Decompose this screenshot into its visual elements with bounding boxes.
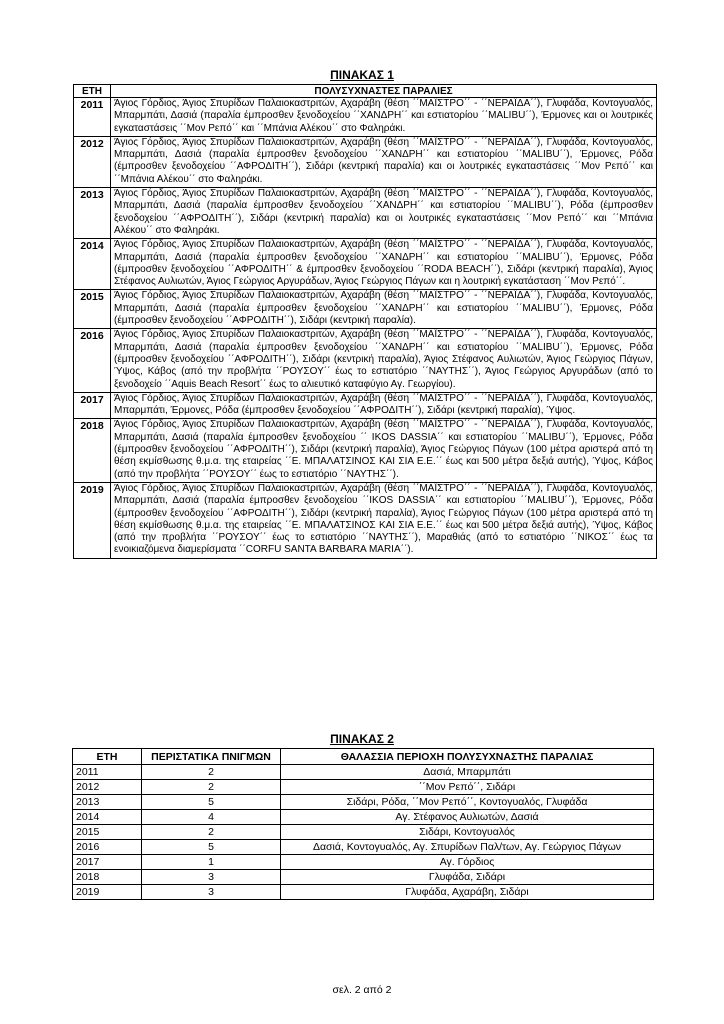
table-row	[73, 795, 654, 810]
area-cell: Αγ. Γόρδιος	[281, 855, 654, 870]
year-cell: 2015	[73, 825, 142, 840]
table-row	[74, 419, 657, 482]
table1-title: ΠΙΝΑΚΑΣ 1	[330, 68, 394, 82]
table-row	[74, 329, 657, 392]
table2-header-area: ΘΑΛΑΣΣΙΑ ΠΕΡΙΟΧΗ ΠΟΛΥΣΥΧΝΑΣΤΗΣ ΠΑΡΑΛΙΑΣ	[281, 749, 654, 765]
year-cell: 2016	[73, 840, 142, 855]
beaches-cell: Άγιος Γόρδιος, Άγιος Σπυρίδων Παλαιοκαστριτών, Αχαράβη (θέση ΄΄ΜΑΪΣΤΡΟ΄΄ - ΄΄ΝΕΡΑΪΔΑ΄΄), Γλυφάδα, Κοντογυαλός, Μπαρμπάτι, Δασιά (παραλία έμπροσθεν ξενοδοχείου ΄΄ IKOS DASSIA΄΄ και εστιατορίου ΄΄MALIBU΄΄), Έρμονες, Ρόδα (έμπροσθεν ξενοδοχείου ΄΄ΑΦΡΟΔΙΤΗ΄΄), Σιδάρι (κεντρική παραλία), Άγιος Γεώργιος Πάγων (100 μέτρα αριστερά από τη θέση εκμίσθωσης θ.μ.α. της εταιρείας ΄΄Ε. ΜΠΑΛΑΤΣΙΝΟΣ ΚΑΙ ΣΙΑ Ε.Ε.΄΄ έως και 500 μέτρα δεξιά αυτής), Ύψος, Κάβος (από την προβλήτα ΄΄ΡΟΥΣΟΥ΄΄ έως το εστιατόριο ΄΄ΝΑΥΤΗΣ΄΄).	[111, 419, 657, 482]
year-cell: 2011	[73, 765, 142, 780]
incidents-cell: 3	[142, 885, 281, 900]
incidents-cell: 1	[142, 855, 281, 870]
table-row	[73, 885, 654, 900]
table2-title: ΠΙΝΑΚΑΣ 2	[330, 732, 394, 746]
year-cell: 2012	[73, 780, 142, 795]
area-cell: Γλυφάδα, Αχαράβη, Σιδάρι	[281, 885, 654, 900]
year-cell: 2011	[74, 98, 111, 137]
table-row	[73, 855, 654, 870]
area-cell: Δασιά, Κοντογυαλός, Αγ. Σπυρίδων Παλ/των, Αγ. Γεώργιος Πάγων	[281, 840, 654, 855]
beaches-cell: Άγιος Γόρδιος, Άγιος Σπυρίδων Παλαιοκαστριτών, Αχαράβη (θέση ΄΄ΜΑΪΣΤΡΟ΄΄ - ΄΄ΝΕΡΑΪΔΑ΄΄), Γλυφάδα, Κοντογυαλός, Μπαρμπάτι, Δασιά (παραλία έμπροσθεν ξενοδοχείου ΄΄ΧΑΝΔΡΗ΄΄ και εστιατορίου ΄΄MALIBU΄΄), Έρμονες, Ρόδα (έμπροσθεν ξενοδοχείου ΄΄ΑΦΡΟΔΙΤΗ΄΄), Σιδάρι (κεντρική παραλία) και οι λουτρικές εγκαταστάσεις ΄΄Μον Ρεπό΄΄ και ΄΄Μπάνια Αλέκου΄΄ στο Φαληράκι.	[111, 136, 657, 187]
table1-header-beaches: ΠΟΛΥΣΥΧΝΑΣΤΕΣ ΠΑΡΑΛΙΕΣ	[111, 85, 657, 98]
incidents-cell: 4	[142, 810, 281, 825]
incidents-cell: 3	[142, 870, 281, 885]
table-row	[73, 840, 654, 855]
area-cell: Σιδάρι, Ρόδα, ΄΄Μον Ρεπό΄΄, Κοντογυαλός, Γλυφάδα	[281, 795, 654, 810]
table1-header-years: ΕΤΗ	[74, 85, 111, 98]
incidents-cell: 5	[142, 795, 281, 810]
year-cell: 2013	[73, 795, 142, 810]
year-cell: 2017	[73, 855, 142, 870]
table-row	[73, 810, 654, 825]
incidents-cell: 2	[142, 825, 281, 840]
year-cell: 2018	[74, 419, 111, 482]
frequented-beaches-table	[73, 84, 657, 559]
table-row	[74, 392, 657, 419]
incidents-cell: 5	[142, 840, 281, 855]
table-row	[73, 825, 654, 840]
table-row	[74, 136, 657, 187]
table-row	[74, 482, 657, 558]
table-row	[73, 870, 654, 885]
beaches-cell: Άγιος Γόρδιος, Άγιος Σπυρίδων Παλαιοκαστριτών, Αχαράβη (θέση ΄΄ΜΑΪΣΤΡΟ΄΄ - ΄΄ΝΕΡΑΪΔΑ΄΄), Γλυφάδα, Κοντογυαλός, Μπαρμπάτι, Δασιά (παραλία έμπροσθεν ξενοδοχείου ΄΄ΧΑΝΔΡΗ΄΄ και εστιατορίου ΄΄MALIBU΄΄), Έρμονες, Ρόδα (έμπροσθεν ξενοδοχείου ΄΄ΑΦΡΟΔΙΤΗ΄΄), Σιδάρι (κεντρική παραλία), Άγιος Στέφανος Αυλιωτών, Άγιος Γεώργιος Πάγων, Ύψος, Κάβος (από την προβλήτα ΄΄ΡΟΥΣΟΥ΄΄ έως το εστιατόριο ΄΄ΝΑΥΤΗΣ΄΄), Άγιος Γεώργιος Αργυράδων (από το ξενοδοχείο ΄΄Aquis Beach Resort΄΄ έως το αλιευτικό καταφύγιο Αγ. Γεωργίου).	[111, 329, 657, 392]
table2-header-incidents: ΠΕΡΙΣΤΑΤΙΚΑ ΠΝΙΓΜΩΝ	[142, 749, 281, 765]
table-row	[74, 188, 657, 239]
year-cell: 2014	[73, 810, 142, 825]
year-cell: 2018	[73, 870, 142, 885]
year-cell: 2012	[74, 136, 111, 187]
area-cell: Αγ. Στέφανος Αυλιωτών, Δασιά	[281, 810, 654, 825]
drowning-incidents-table	[72, 748, 654, 900]
beaches-cell: Άγιος Γόρδιος, Άγιος Σπυρίδων Παλαιοκαστριτών, Αχαράβη (θέση ΄΄ΜΑΪΣΤΡΟ΄΄ - ΄΄ΝΕΡΑΪΔΑ΄΄), Γλυφάδα, Κοντογυαλός, Μπαρμπάτι, Δασιά (παραλία έμπροσθεν ξενοδοχείου ΄΄ΧΑΝΔΡΗ΄΄ και εστιατορίου ΄΄MALIBU΄΄), Έρμονες και οι λουτρικές εγκαταστάσεις ΄΄Μον Ρεπό΄΄ και ΄΄Μπάνια Αλέκου΄΄ στο Φαληράκι.	[111, 98, 657, 137]
table-row	[73, 780, 654, 795]
table-row	[74, 98, 657, 137]
area-cell: Γλυφάδα, Σιδάρι	[281, 870, 654, 885]
incidents-cell: 2	[142, 765, 281, 780]
page-number: σελ. 2 από 2	[332, 984, 392, 996]
beaches-cell: Άγιος Γόρδιος, Άγιος Σπυρίδων Παλαιοκαστριτών, Αχαράβη (θέση ΄΄ΜΑΪΣΤΡΟ΄΄ - ΄΄ΝΕΡΑΪΔΑ΄΄), Γλυφάδα, Κοντογυαλός, Μπαρμπάτι, Δασιά (παραλία έμπροσθεν ξενοδοχείου ΄΄ΧΑΝΔΡΗ΄΄ και εστιατορίου ΄΄MALIBU΄΄), Έρμονες, Ρόδα (έμπροσθεν ξενοδοχείου ΄΄ΑΦΡΟΔΙΤΗ΄΄ & έμπροσθεν ξενοδοχείου ΄΄RODA BEACH΄΄), Σιδάρι (κεντρική παραλία), Άγιος Στέφανος Αυλιωτών, Άγιος Γεώργιος Αργυράδων, Άγιος Γεώργιος Πάγων και η λουτρική εγκατάσταση ΄΄Μον Ρεπό΄΄.	[111, 239, 657, 290]
table-row	[74, 239, 657, 290]
beaches-cell: Άγιος Γόρδιος, Άγιος Σπυρίδων Παλαιοκαστριτών, Αχαράβη (θέση ΄΄ΜΑΪΣΤΡΟ΄΄ - ΄΄ΝΕΡΑΪΔΑ΄΄), Γλυφάδα, Κοντογυαλός, Μπαρμπάτι, Δασιά (παραλία έμπροσθεν ξενοδοχείου ΄΄ΧΑΝΔΡΗ΄΄ και εστιατορίου ΄΄MALIBU΄΄), Ρόδα (έμπροσθεν ξενοδοχείου ΄΄ΑΦΡΟΔΙΤΗ΄΄), Σιδάρι (κεντρική παραλία) και οι λουτρικές εγκαταστάσεις ΄΄Μον Ρεπό΄΄ και ΄΄Μπάνια Αλέκου΄΄ στο Φαληράκι.	[111, 188, 657, 239]
year-cell: 2019	[73, 885, 142, 900]
year-cell: 2014	[74, 239, 111, 290]
table-row	[74, 290, 657, 329]
table-row	[73, 765, 654, 780]
year-cell: 2017	[74, 392, 111, 419]
year-cell: 2013	[74, 188, 111, 239]
beaches-cell: Άγιος Γόρδιος, Άγιος Σπυρίδων Παλαιοκαστριτών, Αχαράβη (θέση ΄΄ΜΑΪΣΤΡΟ΄΄ - ΄΄ΝΕΡΑΪΔΑ΄΄), Γλυφάδα, Κοντογυαλός, Μπαρμπάτι, Δασιά (παραλία έμπροσθεν ξενοδοχείου ΄΄ΧΑΝΔΡΗ΄΄ και εστιατορίου ΄΄MALIBU΄΄), Έρμονες, Ρόδα (έμπροσθεν ξενοδοχείου ΄΄ΑΦΡΟΔΙΤΗ΄΄), Σιδάρι (κεντρική παραλία).	[111, 290, 657, 329]
beaches-cell: Άγιος Γόρδιος, Άγιος Σπυρίδων Παλαιοκαστριτών, Αχαράβη (θέση ΄΄ΜΑΪΣΤΡΟ΄΄ - ΄΄ΝΕΡΑΪΔΑ΄΄), Γλυφάδα, Κοντογυαλός, Μπαρμπάτι, Δασιά (παραλία έμπροσθεν ξενοδοχείου ΄΄IKOS DASSIA΄΄ και εστιατορίου ΄΄MALIBU΄΄), Έρμονες, Ρόδα (έμπροσθεν ξενοδοχείου ΄΄ΑΦΡΟΔΙΤΗ΄΄), Σιδάρι (κεντρική παραλία), Άγιος Γεώργιος Πάγων (100 μέτρα αριστερά από τη θέση εκμίσθωσης θ.μ.α. της εταιρείας ΄΄Ε. ΜΠΑΛΑΤΣΙΝΟΣ ΚΑΙ ΣΙΑ Ε.Ε.΄΄ έως και 500 μέτρα δεξιά αυτής), Ύψος, Κάβος (από την προβλήτα ΄΄ΡΟΥΣΟΥ΄΄ έως το εστιατόριο ΄΄ΝΑΥΤΗΣ΄΄), Μαραθιάς (από το εστιατόριο ΄΄ΝΙΚΟΣ΄΄ έως τα ενοικιαζόμενα διαμερίσματα ΄΄CORFU SANTA BARBARA MARIA΄΄).	[111, 482, 657, 558]
year-cell: 2016	[74, 329, 111, 392]
area-cell: ΄΄Μον Ρεπό΄΄, Σιδάρι	[281, 780, 654, 795]
year-cell: 2015	[74, 290, 111, 329]
year-cell: 2019	[74, 482, 111, 558]
area-cell: Δασιά, Μπαρμπάτι	[281, 765, 654, 780]
incidents-cell: 2	[142, 780, 281, 795]
area-cell: Σιδάρι, Κοντογυαλός	[281, 825, 654, 840]
beaches-cell: Άγιος Γόρδιος, Άγιος Σπυρίδων Παλαιοκαστριτών, Αχαράβη (θέση ΄΄ΜΑΪΣΤΡΟ΄΄ - ΄΄ΝΕΡΑΪΔΑ΄΄), Γλυφάδα, Κοντογυαλός, Μπαρμπάτι, Έρμονες, Ρόδα (έμπροσθεν ξενοδοχείου ΄΄ΑΦΡΟΔΙΤΗ΄΄), Σιδάρι (κεντρική παραλία), Ύψος.	[111, 392, 657, 419]
table2-header-years: ΕΤΗ	[73, 749, 142, 765]
